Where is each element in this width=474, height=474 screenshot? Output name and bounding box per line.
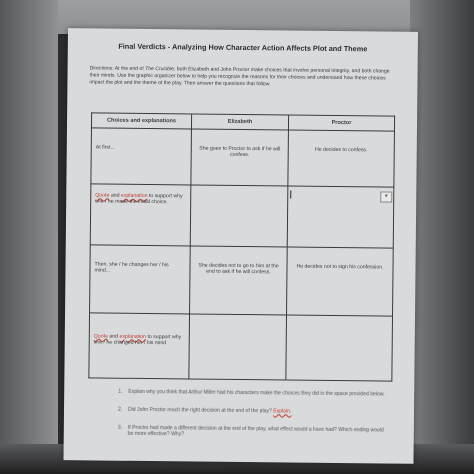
question-number: 1. [118, 388, 123, 395]
directions-rest: , both Elizabeth and John Proctor make choices that involve personal integrity, and both change their minds. Use the graphic organizer below to help you recognize the reasons for their choices and understand how these choices impact the plot and the theme of the play. Then answer the questions that follow. [89, 66, 390, 88]
document-page [63, 28, 418, 464]
dropdown-arrow-icon[interactable]: ▾ [380, 191, 392, 202]
row1-label: At first... [95, 144, 115, 151]
header-proctor: Proctor [288, 115, 394, 131]
quote-word: Quote [95, 192, 110, 199]
directions-lead: Directions: At the end of [89, 65, 146, 72]
questions-list [118, 389, 389, 452]
row1-proctor-text: He decides to confess. [314, 146, 368, 153]
table-row [89, 312, 393, 381]
graphic-organizer-table [88, 112, 395, 381]
row4-rest: to support why she / he changed her / his mind [93, 333, 182, 347]
play-title: The Crucible [145, 65, 175, 73]
quote-word: Quote [93, 333, 108, 340]
table-row [90, 184, 394, 248]
row3-label-cell[interactable] [90, 245, 191, 314]
row1-elizabeth-text: She goes to Proctor to ask if he will confess. [199, 145, 281, 159]
row3-label: Then, she / he changes her / his mind... [94, 261, 169, 274]
row4-elizabeth-cell[interactable] [189, 314, 287, 380]
row4-label [90, 313, 189, 347]
list-item [118, 389, 388, 399]
question-text: Explain why you think that Arthur Miller had his characters make the choices they did in the space provided below. [128, 388, 385, 398]
row3-elizabeth-text: She decides not to go to him at the end to ask if he will confess. [198, 262, 279, 276]
explanation-word: explanation [120, 192, 148, 200]
row3-proctor-cell[interactable] [287, 247, 394, 316]
question-number: 3. [117, 424, 123, 431]
question-text: Did John Proctor reach the right decision at the end of the play? [127, 406, 274, 415]
row2-proctor-cell[interactable] [287, 186, 394, 248]
directions-text [89, 65, 394, 90]
row2-rest: to support why she / he made the initial choice. [95, 193, 183, 206]
table-row [90, 245, 394, 316]
question-text: If Proctor had made a different decision at the end of the play, what effect would a have had? Which ending would be more effective? Why? [127, 424, 384, 438]
row4-label-cell[interactable] [89, 312, 190, 378]
and-word: and [109, 192, 121, 199]
row1-proctor-cell[interactable] [288, 130, 395, 187]
row3-elizabeth-cell[interactable] [190, 246, 288, 315]
header-choices: Choices and explanations [91, 113, 191, 129]
row3-proctor-text: He decides not to sign his confession. [296, 263, 384, 271]
row2-elizabeth-cell[interactable] [190, 185, 288, 247]
text-cursor [290, 191, 291, 199]
row2-label-cell[interactable] [90, 184, 191, 246]
row1-label-cell[interactable] [91, 128, 192, 185]
explain-link[interactable]: Explain. [273, 408, 292, 415]
monitor-bezel-right [410, 0, 474, 474]
explanation-word: explanation [119, 333, 147, 340]
list-item [118, 424, 388, 440]
list-item [118, 407, 388, 417]
row1-elizabeth-cell[interactable] [191, 129, 289, 186]
header-elizabeth: Elizabeth [191, 114, 288, 130]
monitor-bezel-left [0, 0, 58, 474]
row2-label [91, 184, 190, 206]
document-title: Final Verdicts - Analyzing How Character Action Affects Plot and Theme [118, 41, 368, 54]
question-number: 2. [117, 406, 123, 413]
and-word: and [107, 333, 120, 340]
row4-proctor-cell[interactable] [286, 315, 393, 382]
table-row [91, 128, 395, 188]
